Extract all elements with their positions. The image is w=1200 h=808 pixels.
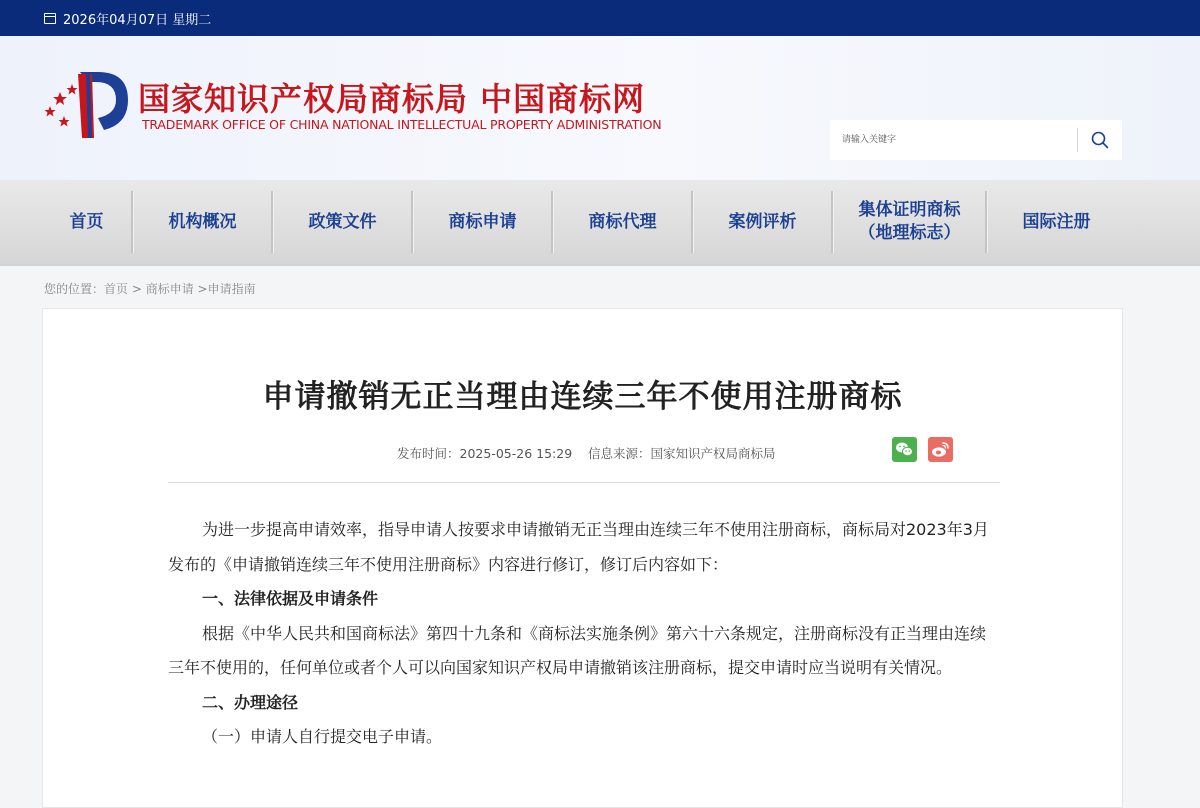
site-name-en: TRADEMARK OFFICE OF CHINA NATIONAL INTELLECTUAL PROPERTY ADMINISTRATION [142,117,662,132]
nav-home[interactable]: 首页 [69,211,104,232]
nav-application[interactable]: 商标申请 [448,211,517,232]
article-paragraph: （一）申请人自行提交电子申请。 [202,727,443,746]
search-input[interactable] [830,119,1077,161]
search-button[interactable] [1078,120,1122,160]
nav-about[interactable]: 机构概况 [168,211,237,232]
article-body [168,513,1000,755]
breadcrumb-separator: > [128,282,146,296]
nav-collective-marks[interactable]: 集体证明商标 （地理标志） [858,200,961,243]
site-logo[interactable] [42,66,132,142]
weibo-icon [928,437,953,462]
wechat-share-button[interactable] [892,437,917,462]
top-date-bar [0,0,1200,36]
article-card [42,308,1123,808]
breadcrumb-home[interactable]: 首页 [104,282,129,296]
breadcrumb-prefix: 您的位置： [44,282,105,296]
article-paragraph: 为进一步提高申请效率，指导申请人按要求申请撤销无正当理由连续三年不使用注册商标，商标局对2023年3月发布的《申请撤销连续三年不使用注册商标》内容进行修订，修订后内容如下： [168,520,989,574]
nav-agency[interactable]: 商标代理 [588,211,657,232]
section-heading: 二、办理途径 [202,692,299,712]
site-name-cn: 国家知识产权局商标局 中国商标网 [138,80,646,118]
breadcrumb-trademark-application[interactable]: 商标申请 [145,282,194,296]
calendar-icon [44,13,56,24]
breadcrumb-separator: > [193,282,208,296]
search-icon [1091,131,1109,149]
breadcrumb [44,280,256,297]
breadcrumb-application-guide[interactable]: 申请指南 [207,282,256,296]
wechat-icon [892,437,917,462]
search-box [830,120,1122,160]
article-title: 申请撤销无正当理由连续三年不使用注册商标 [262,379,903,415]
nav-cases[interactable]: 案例评析 [728,211,797,232]
nav-policy[interactable]: 政策文件 [308,211,377,232]
site-header [0,36,1200,180]
nav-international[interactable]: 国际注册 [1022,211,1091,232]
article-meta: 发布时间：2025-05-26 15:29 信息来源：国家知识产权局商标局 [397,446,776,461]
current-date: 2026年04月07日 星期二 [63,12,212,28]
main-nav [0,180,1200,266]
title-divider [168,482,1000,483]
weibo-share-button[interactable] [928,437,953,462]
article-paragraph: 根据《中华人民共和国商标法》第四十九条和《商标法实施条例》第六十六条规定，注册商标没有正当理由连续三年不使用的，任何单位或者个人可以向国家知识产权局申请撤销该注册商标，提交申请时应当说明有关情况。 [168,623,987,677]
section-heading: 一、法律依据及申请条件 [202,589,379,608]
